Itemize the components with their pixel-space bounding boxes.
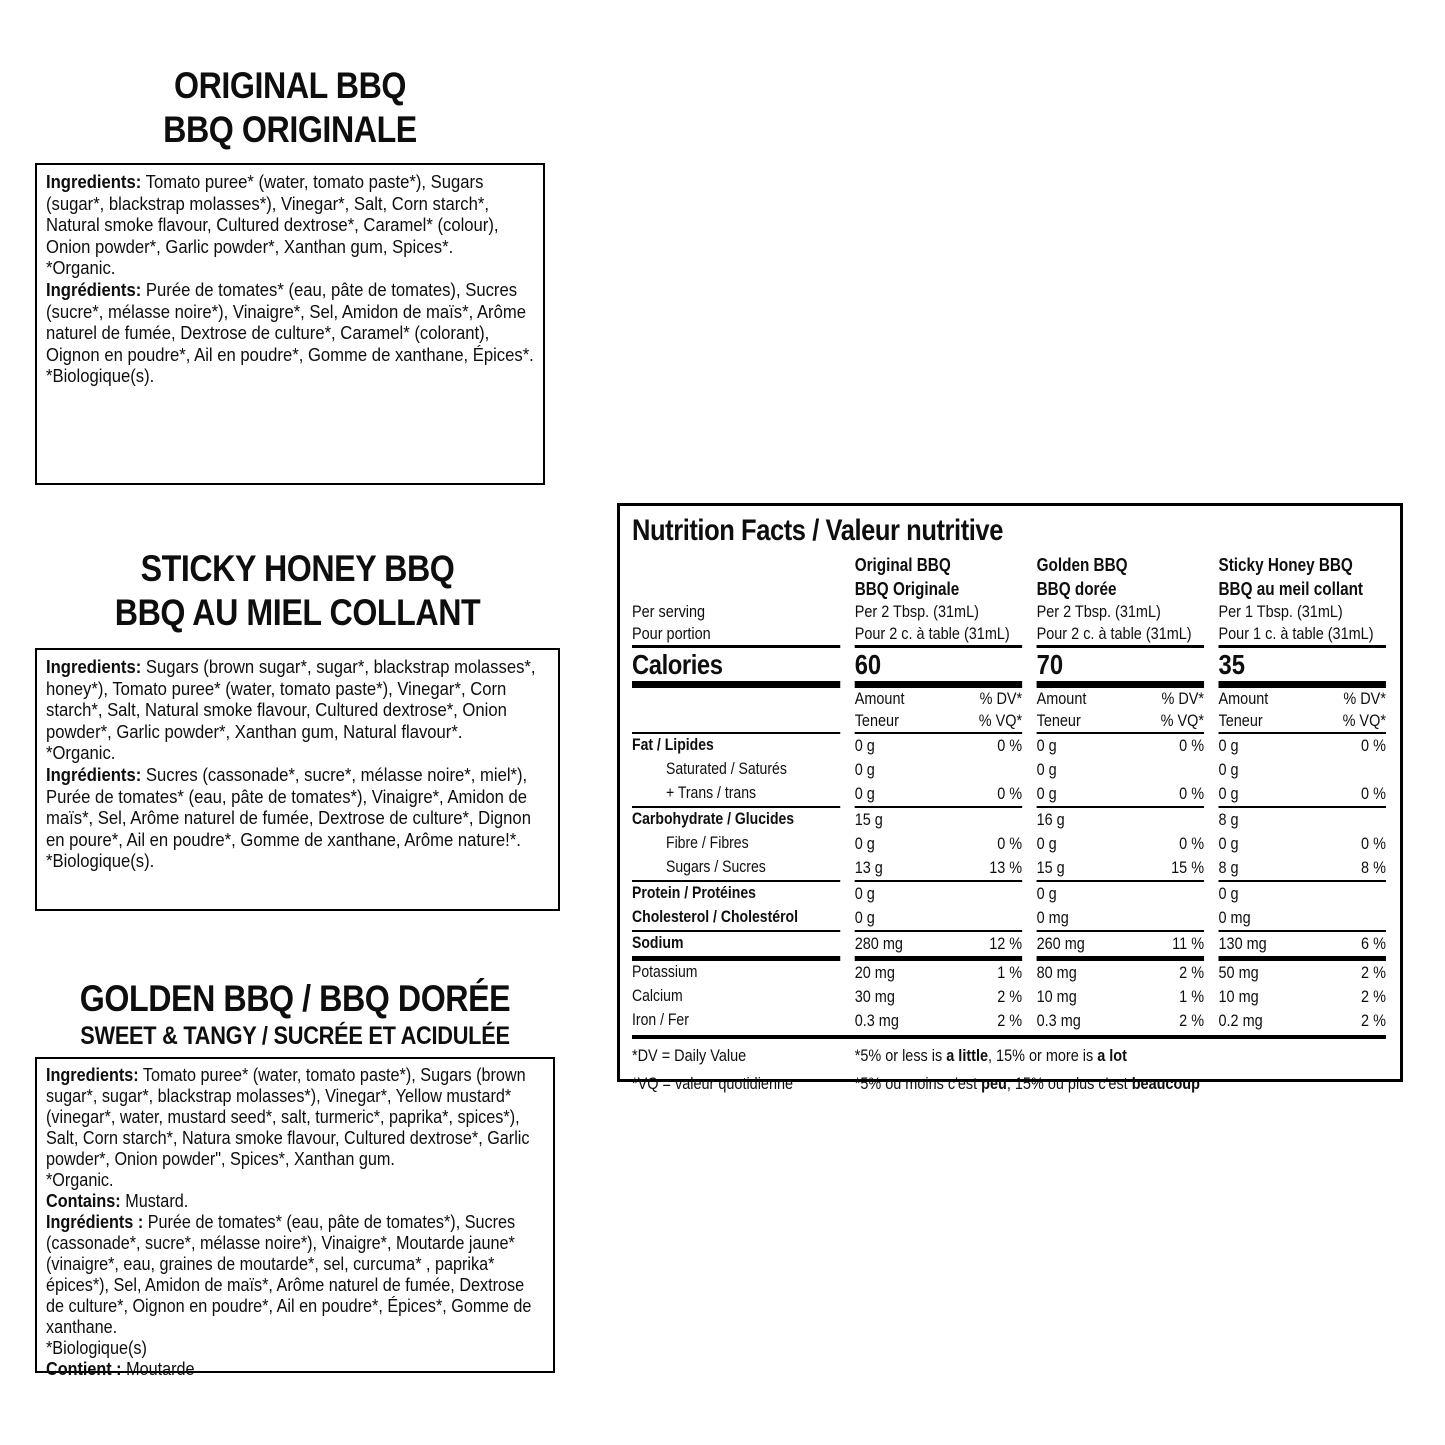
- column-header-fr: BBQ au meil collant: [1218, 579, 1364, 599]
- ingredients-paragraph-en: Ingredients: Sugars (brown sugar*, sugar*, blackstrap molasses*, honey*), Tomato puree* (water, tomato paste*), Vinegar*, Corn starch*, Salt, Natural smoke flavour, Cultured dextrose*, Onion powder*, Garlic powder*, Xanthan gum, Natural flavour*.: [46, 656, 536, 742]
- vq-header: % VQ*: [1342, 711, 1386, 730]
- ingredients-label-fr: Ingrédients:: [46, 278, 142, 300]
- amount-header: Amount: [1036, 689, 1087, 708]
- amount-header: Amount: [854, 689, 905, 708]
- column-header-sticky-honey-bbq: Sticky Honey BBQ: [1218, 555, 1353, 575]
- product-subtitle: SWEET & TANGY / SUCRÉE ET ACIDULÉE: [80, 1022, 510, 1050]
- serving-size: Per 2 Tbsp. (31mL): [1036, 602, 1161, 621]
- amount-header: Amount: [1218, 689, 1269, 708]
- product-title-bilingual: GOLDEN BBQ / BBQ DORÉE: [79, 978, 511, 1019]
- dv-footnote-text: *5% or less is a little, 15% or more is a lot: [854, 1046, 1127, 1065]
- ingredients-paragraph-fr: Ingrédients : Purée de tomates* (eau, pâte de tomates*), Sucres (cassonade*, sucre*, mélasse noire*), Vinaigre*, Moutarde jaune* (vinaigre*, eau, graines de moutarde*, sel, curcuma* , paprika* épices*), Sel, Amidon de maïs*, Arôme naturel de fumée, Dextrose de culture*, Oignon en poudre*, Ail en poudre*, Épices*, Gomme de xanthane.: [46, 1212, 532, 1337]
- ingredients-box-sticky-honey-bbq: [35, 648, 560, 911]
- vq-footnote-text: *5% ou moins c'est peu, 15% ou plus c'est beaucoup: [854, 1074, 1200, 1093]
- calories-label: Calories: [632, 645, 840, 688]
- ingredients-paragraph-en: Ingredients: Tomato puree* (water, tomato paste*), Sugars (sugar*, blackstrap molasses*), Vinegar*, Salt, Corn starch*, Natural smoke flavour, Cultured dextrose*, Caramel* (colour), Onion powder*, Garlic powder*, Xanthan gum, Spices*.: [46, 171, 499, 257]
- ingredients-paragraph-fr: Ingrédients: Purée de tomates* (eau, pâte de tomates), Sucres (sucre*, mélasse noire*), Vinaigre*, Sel, Amidon de maïs*, Arôme naturel de fumée, Dextrose de culture*, Caramel* (colorant), Oignon en poudre*, Ail en poudre*, Gomme de xanthane, Épices*.: [46, 278, 534, 365]
- column-header-original-bbq: Original BBQ: [854, 555, 951, 575]
- nutrition-facts-title: Nutrition Facts / Valeur nutritive: [632, 514, 1003, 547]
- biologique-note: *Biologique(s).: [46, 365, 155, 387]
- nutrition-facts-grid: Original BBQ Golden BBQ Sticky Honey BBQ BBQ Originale BBQ dorée BBQ au meil collant Per serving Per 2 Tbsp. (31mL) Per 2 Tbsp. (31mL) Per 1 Tbsp. (31mL) Pour portion Pour 2 c. à table (31mL) Pour 2 c. à table (31mL) Pour 1 c. à table (31mL) Calories 60 70 35 Amount % DV* Amount % DV* Amount % DV* Teneur % VQ* Teneur % VQ* Teneur % VQ* Fat / Lipides 0 g 0 % 0 g 0 % 0 g 0 % Saturated / Saturés 0 g 0 g 0 g + Trans / trans 0 g 0 % 0 g 0 % 0 g 0 % Carbohydrate / Glucides 15 g 16 g 8 g Fibre / Fibres 0 g 0 % 0 g 0 % 0 g 0 % Sugars / Sucres 13 g 13 % 15 g 15 % 8 g 8 % Protein / Protéines 0 g 0 g 0 g Cholesterol / Cholestérol 0 g 0 mg 0 mg Sodium 280 mg 12 % 260 mg 11 % 130 mg 6 % Potassium 20 mg 1 % 80 mg 2 % 50 mg 2 % Calcium 30 mg 2 % 10 mg 1 % 10 mg 2 % Iron / Fer 0.3 mg 2 % 0.3 mg 2 % 0.2 mg 2 % *DV = Daily Value *5% or less is a little, 15% or more is a lot *VQ = valeur quotidienne *5% ou moins c'est peu, 15% ou plus c'est beaucoup: [632, 555, 1386, 1093]
- vq-header: % VQ*: [1160, 711, 1205, 730]
- column-header-golden-bbq: Golden BBQ: [1036, 555, 1128, 575]
- ingredients-label: Ingredients:: [46, 1065, 139, 1085]
- ingredients-box-original-bbq: [35, 163, 545, 485]
- pour-portion-label: Pour portion: [632, 624, 711, 643]
- product-title-golden-bbq: [69, 977, 521, 1052]
- product-title-sticky-honey-bbq: [69, 547, 526, 635]
- calories-value: 60: [855, 645, 1022, 688]
- column-header-fr: BBQ dorée: [1036, 579, 1117, 599]
- ingredients-paragraph-fr: Ingrédients: Sucres (cassonade*, sucre*, mélasse noire*, miel*), Purée de tomates* (eau, pâte de tomates*), Vinaigre*, Amidon de maïs*, Sel, Arôme naturel de fumée, Dextrose de culture*, Dignon en poure*, Ail en poudre*, Gomme de xanthane, Arôme nature!*.: [46, 763, 531, 850]
- product-title-en: STICKY HONEY BBQ: [140, 548, 455, 589]
- dv-header: % DV*: [1161, 689, 1205, 708]
- contains-note: Contains: Mustard.: [46, 1191, 189, 1211]
- column-header-fr: BBQ Originale: [854, 579, 960, 599]
- dv-header: % DV*: [1343, 689, 1386, 708]
- per-serving-label: Per serving: [632, 602, 706, 621]
- calories-value: 70: [1037, 645, 1204, 688]
- teneur-header: Teneur: [1036, 711, 1081, 730]
- serving-size-fr: Pour 2 c. à table (31mL): [1036, 624, 1192, 643]
- ingredients-label: Ingredients:: [46, 656, 142, 677]
- product-title-original-bbq: [68, 64, 512, 152]
- calories-value: 35: [1219, 645, 1386, 688]
- biologique-note: *Biologique(s).: [46, 850, 155, 872]
- vq-header: % VQ*: [978, 711, 1023, 730]
- organic-note: *Organic.: [46, 1170, 114, 1190]
- ingredients-paragraph-en: Ingredients: Tomato puree* (water, tomato paste*), Sugars (brown sugar*, sugar*, blackstrap molasses*), Vinegar*, Yellow mustard* (vinegar*, water, mustard seed*, salt, turmeric*, paprika*, spices*), Salt, Corn starch*, Natura smoke flavour, Cultured dextrose*, Garlic powder*, Onion powder", Spices*, Xanthan gum.: [46, 1065, 530, 1169]
- ingredients-label-fr: Ingrédients:: [46, 763, 142, 785]
- organic-note: *Organic.: [46, 742, 116, 764]
- serving-size: Per 2 Tbsp. (31mL): [854, 602, 979, 621]
- product-title-fr: BBQ AU MIEL COLLANT: [114, 592, 481, 633]
- product-title-en: ORIGINAL BBQ: [173, 65, 407, 106]
- contient-note: Contient : Moutarde: [46, 1359, 195, 1379]
- ingredients-label: Ingredients:: [46, 171, 142, 192]
- teneur-header: Teneur: [1218, 711, 1263, 730]
- biologique-note: *Biologique(s): [46, 1338, 147, 1358]
- organic-note: *Organic.: [46, 257, 116, 279]
- dv-footnote-label: *DV = Daily Value: [632, 1046, 747, 1065]
- serving-size: Per 1 Tbsp. (31mL): [1218, 602, 1343, 621]
- contains-label: Contains:: [46, 1191, 121, 1211]
- serving-size-fr: Pour 1 c. à table (31mL): [1218, 624, 1374, 643]
- teneur-header: Teneur: [854, 711, 899, 730]
- contient-label: Contient :: [46, 1359, 122, 1379]
- ingredients-box-golden-bbq: [35, 1057, 555, 1379]
- product-title-fr: BBQ ORIGINALE: [163, 109, 417, 150]
- serving-size-fr: Pour 2 c. à table (31mL): [854, 624, 1010, 643]
- vq-footnote-label: *VQ = valeur quotidienne: [632, 1074, 794, 1093]
- nutrition-facts-panel: [617, 503, 1403, 1093]
- dv-header: % DV*: [979, 689, 1023, 708]
- ingredients-label-fr: Ingrédients :: [46, 1212, 144, 1232]
